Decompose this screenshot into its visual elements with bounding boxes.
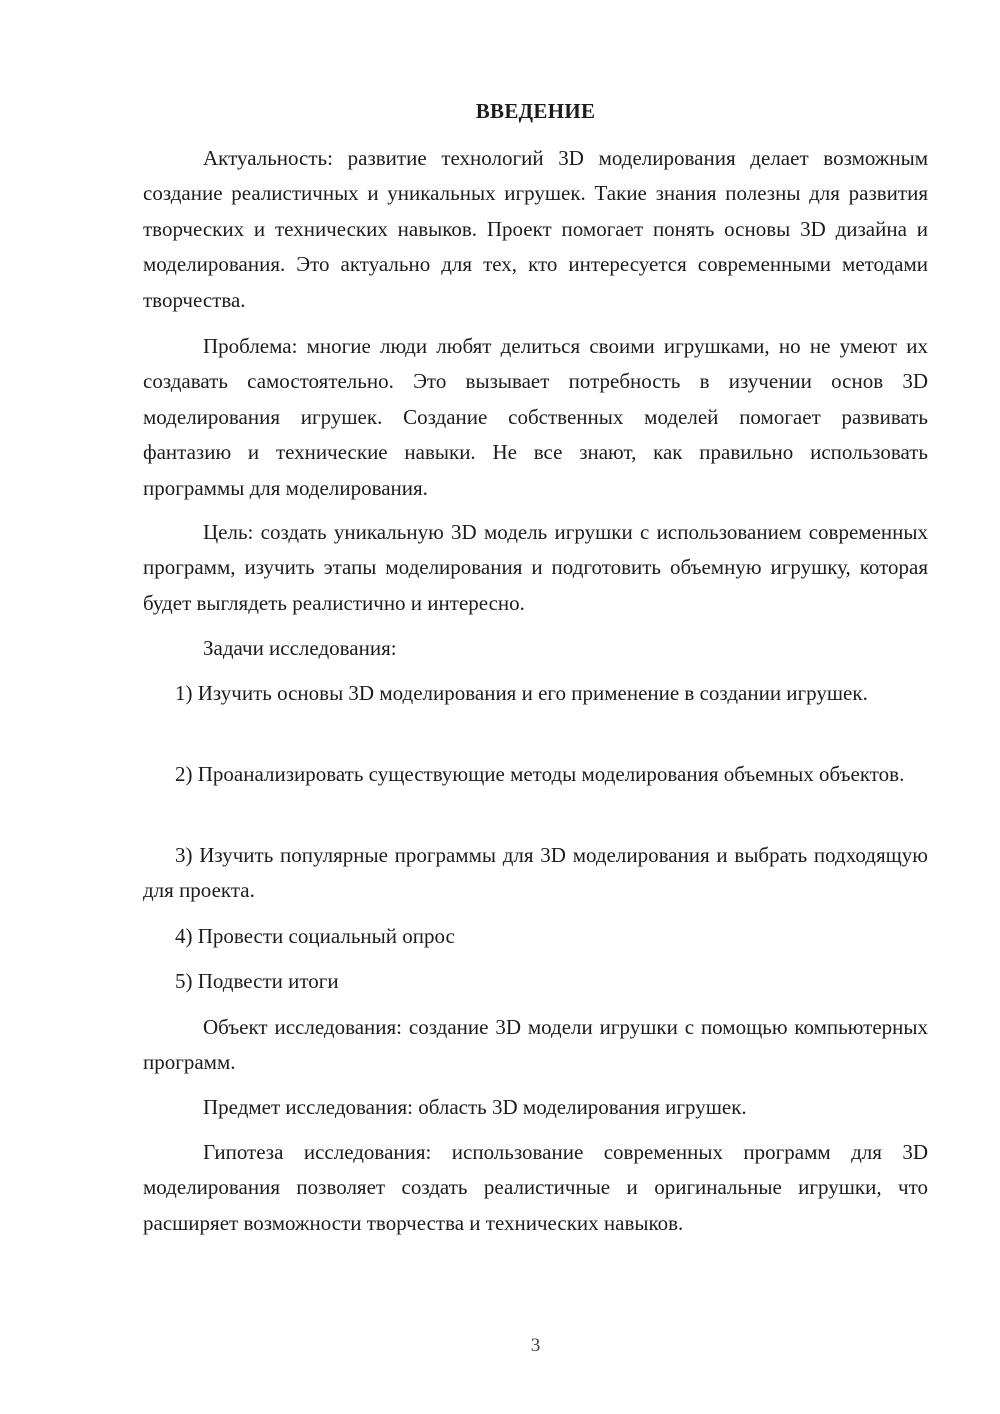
task-item-5: 5) Подвести итоги (175, 969, 339, 993)
task-item-2: 2) Проанализировать существующие методы моделирования объемных объектов. (175, 762, 905, 786)
task-item-1: 1) Изучить основы 3D моделирования и его применение в создании игрушек. (175, 681, 868, 705)
problem-paragraph: Проблема: многие люди любят делиться своими игрушками, но не умеют их создавать самостоятельно. Это вызывает потребность в изучении основ 3D моделирования игрушек. Создание собственных моделей помогает развивать фантазию и технические навыки. Не все знают, как правильно использовать программы для моделирования. (143, 334, 928, 500)
section-title: ВВЕДЕНИЕ (475, 99, 596, 123)
task-item-3: 3) Изучить популярные программы для 3D моделирования и выбрать подходящую для проекта. (143, 843, 928, 903)
goal-paragraph: Цель: создать уникальную 3D модель игрушки с использованием современных программ, изучить этапы моделирования и подготовить объемную игрушку, которая будет выглядеть реалистично и интересно. (143, 520, 928, 615)
document-page (143, 0, 928, 1414)
relevance-paragraph: Актуальность: развитие технологий 3D моделирования делает возможным создание реалистичных и уникальных игрушек. Такие знания полезны для развития творческих и технических навыков. Проект помогает понять основы 3D дизайна и моделирования. Это актуально для тех, кто интересуется современными методами творчества. (143, 146, 928, 312)
tasks-heading: Задачи исследования: (203, 636, 397, 660)
task-item-4: 4) Провести социальный опрос (175, 924, 455, 948)
subject-paragraph: Предмет исследования: область 3D моделирования игрушек. (203, 1095, 747, 1119)
object-paragraph: Объект исследования: создание 3D модели игрушки с помощью компьютерных программ. (143, 1015, 928, 1075)
page-number: 3 (530, 1335, 541, 1356)
hypothesis-paragraph: Гипотеза исследования: использование современных программ для 3D моделирования позволяет создать реалистичные и оригинальные игрушки, что расширяет возможности творчества и технических навыков. (143, 1140, 928, 1235)
